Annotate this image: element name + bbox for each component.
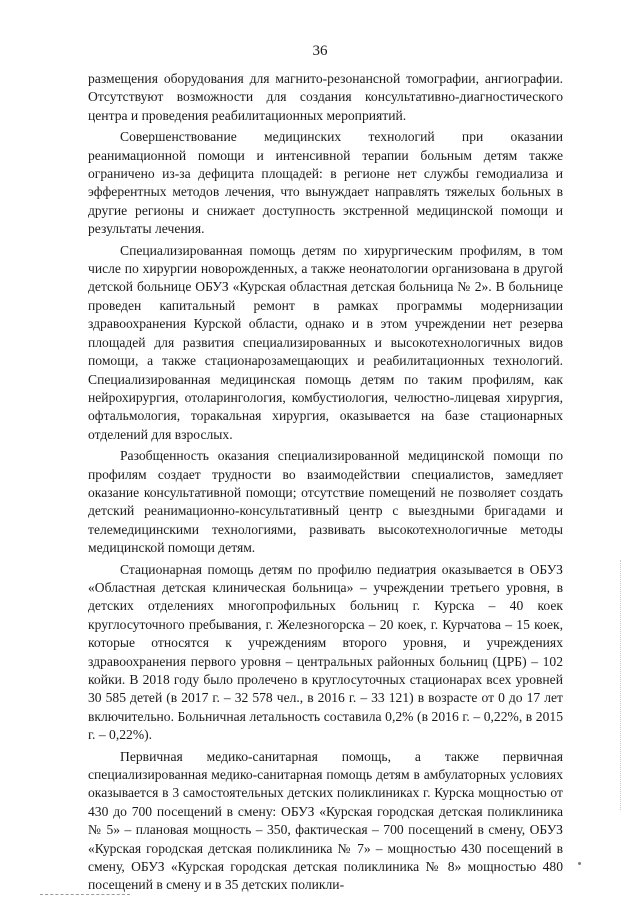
paragraph-4: Разобщенность оказания специализированной медицинской помощи по профилям создает трудности во взаимодействии специалистов, замедляет оказание консультативной помощи; отсутствие помещений не позволяет создать детский реанимационно-консультативный центр с выездными бригадами и телемедицинскими технологиями, развивать высокотехнологичные методы медицинской помощи детям. xyxy=(88,448,563,556)
scan-artifact-dot xyxy=(578,862,581,865)
scan-artifact-line xyxy=(620,560,622,810)
scan-artifact-footer-line xyxy=(40,894,130,896)
paragraph-2: Совершенствование медицинских технологий при оказании реанимационной помощи и интенсивной терапии больным детям также ограничено из-за дефицита площадей: в регионе нет службы гемодиализа и эфферентных методов лечения, что вынуждает направлять тяжелых больных в другие регионы и снижает доступность экстренной медицинской помощи и результаты лечения. xyxy=(88,129,563,237)
page-number: 36 xyxy=(312,43,328,59)
paragraph-3: Специализированная помощь детям по хирургическим профилям, в том числе по хирургии новорожденных, а также неонатологии организована в другой детской больнице ОБУЗ «Курская областная детская больница № 2». В больнице проведен капитальный ремонт в рамках программы модернизации здравоохранения Курской области, однако и в этом учреждении нет резерва площадей для развития специализированных и высокотехнологичных видов помощи, а также стационарозамещающих и реабилитационных технологий. Специализированная медицинская помощь детям по таким профилям, как нейрохирургия, отоларингология, комбустиология, челюстно-лицевая хирургия, офтальмология, торакальная хирургия, оказывается на базе стационарных отделений для взрослых. xyxy=(88,242,563,442)
document-body xyxy=(88,70,563,898)
paragraph-5: Стационарная помощь детям по профилю педиатрия оказывается в ОБУЗ «Областная детская клиническая больница» – учреждении третьего уровня, в детских отделениях многопрофильных больниц г. Курска – 40 коек круглосуточного пребывания, г. Железногорска – 20 коек, г. Курчатова – 15 коек, которые относятся к учреждениям второго уровня, и учреждениях здравоохранения первого уровня – центральных районных больниц (ЦРБ) – 102 койки. В 2018 году было пролечено в круглосуточных стационарах всех уровней 30 585 детей (в 2017 г. – 32 578 чел., в 2016 г. – 33 121) в возрасте от 0 до 17 лет включительно. Больничная летальность составила 0,2% (в 2016 г. – 0,22%, в 2015 г. – 0,22%). xyxy=(88,561,563,743)
paragraph-6: Первичная медико-санитарная помощь, а также первичная специализированная медико-санитарная помощь детям в амбулаторных условиях оказывается в 3 самостоятельных детских поликлиниках г. Курска мощностью от 430 до 700 посещений в смену: ОБУЗ «Курская городская детская поликлиника № 5» – плановая мощность – 350, фактическая – 700 посещений в смену, ОБУЗ «Курская городская детская поликлиника № 7» – мощностью 430 посещений в смену, ОБУЗ «Курская городская детская поликлиника № 8» мощностью 480 посещений в смену и в 35 детских поликли- xyxy=(88,748,563,893)
paragraph-1: размещения оборудования для магнито-резонансной томографии, ангиографии. Отсутствуют возможности для создания консультативно-диагностического центра и проведения реабилитационных мероприятий. xyxy=(88,71,563,123)
